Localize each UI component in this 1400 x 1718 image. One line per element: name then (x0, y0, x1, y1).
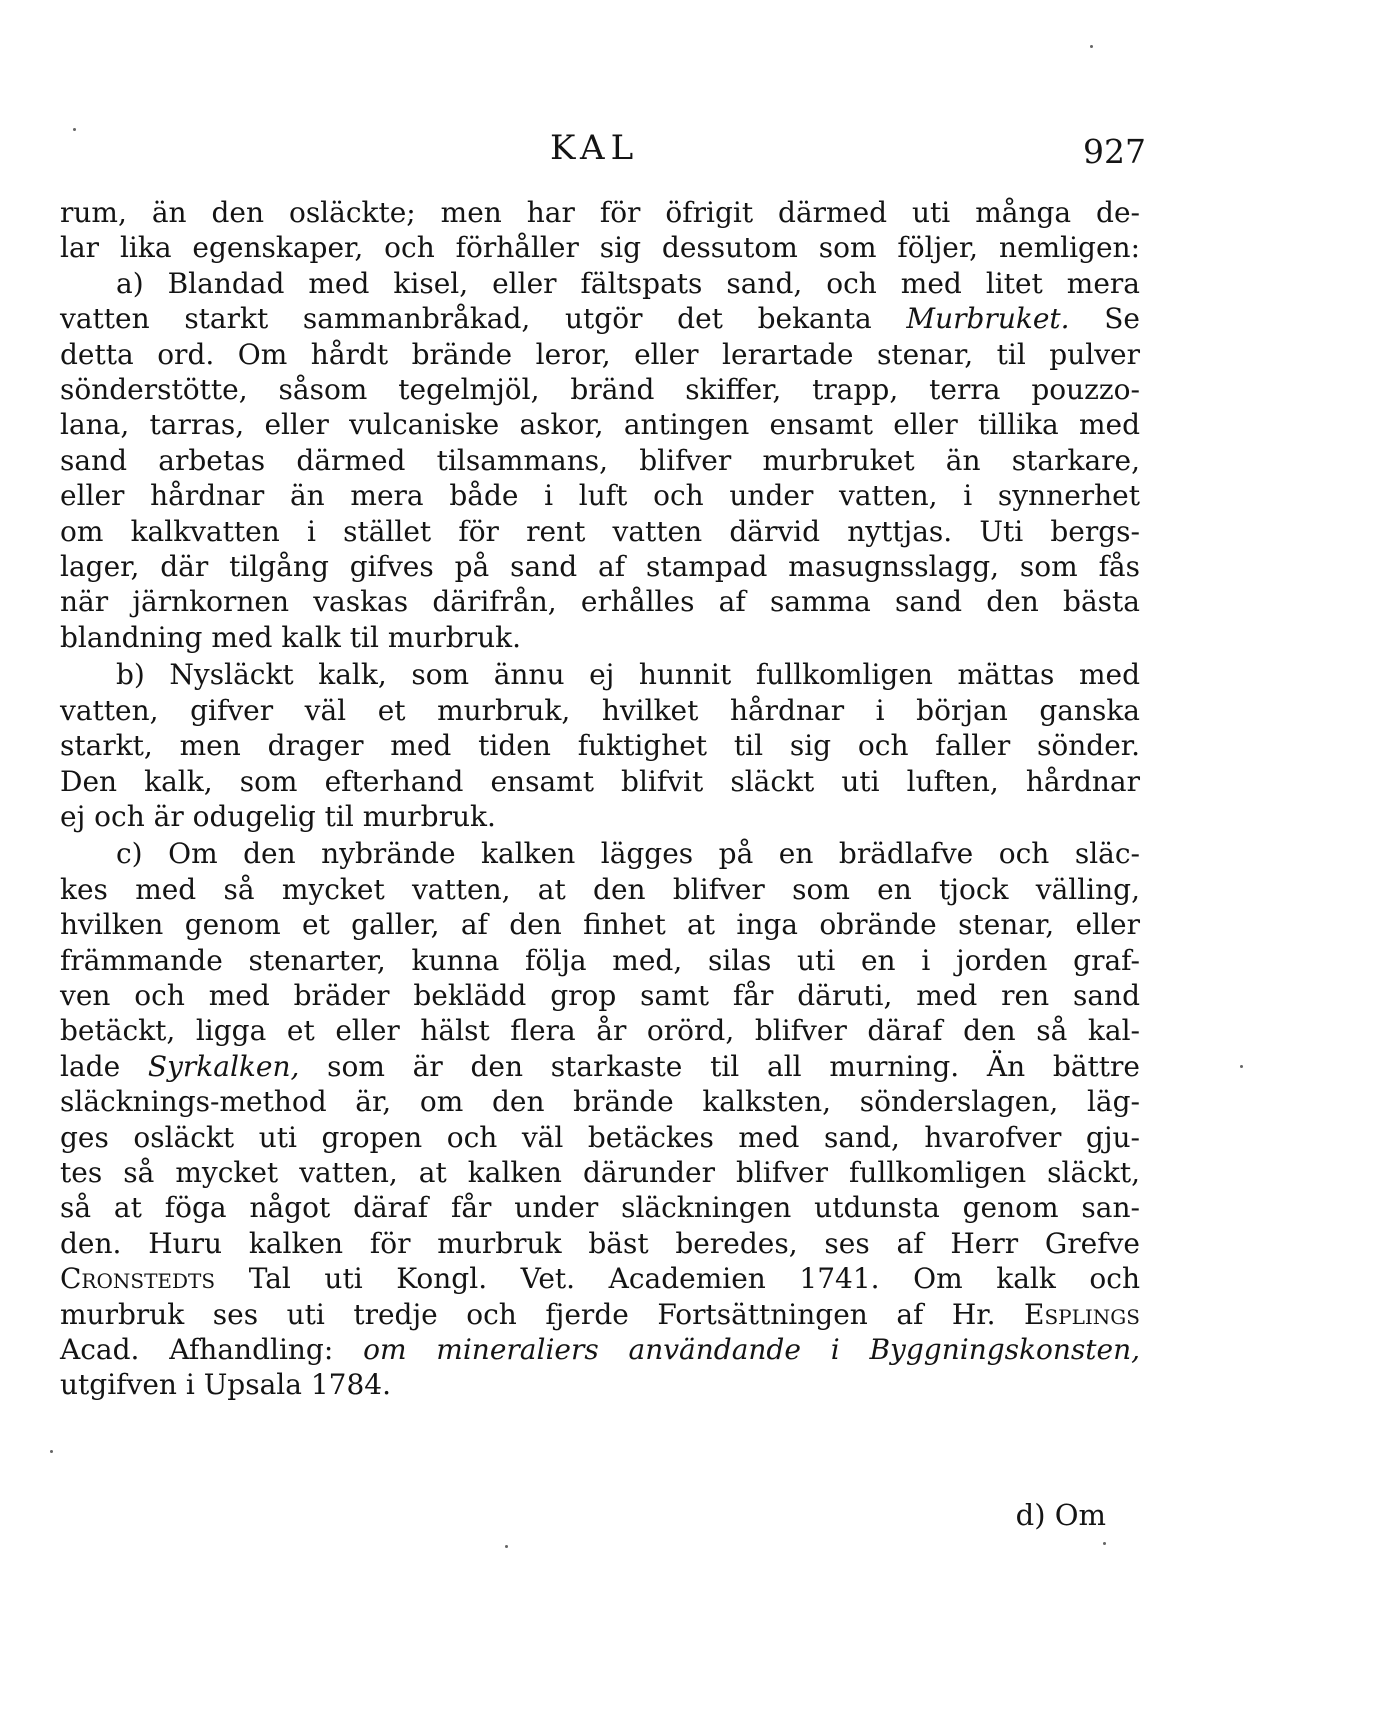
speck (505, 1545, 508, 1548)
text-line: ej och är odugelig til murbruk. (60, 799, 496, 833)
text-line: lar lika egenskaper, och förhåller sig dessutom som följer, nemligen: (60, 231, 1140, 265)
speck (1090, 45, 1093, 48)
text-line: utgifven i Upsala 1784. (60, 1368, 391, 1402)
speck (73, 128, 76, 131)
speck (50, 1450, 53, 1453)
text-line (60, 1261, 1140, 1296)
text-line: lana, tarras, eller vulcaniske askor, antingen ensamt eller tillika med (60, 408, 1140, 442)
running-header (60, 128, 1146, 178)
text-line: b) Nysläckt kalk, som ännu ej hunnit fullkomligen mättas med (116, 658, 1140, 692)
text-line (60, 1297, 1140, 1332)
text-line: eller hårdnar än mera både i luft och under vatten, i synnerhet (60, 479, 1140, 513)
author-name: Cronstedts (60, 1262, 216, 1296)
text-line: a) Blandad med kisel, eller fältspats sand, och med litet mera (116, 266, 1140, 300)
text-line: sönderstötte, såsom tegelmjöl, bränd skiffer, trapp, terra pouzzo- (60, 373, 1140, 407)
text-line: betäckt, ligga et eller hälst flera år orörd, blifver däraf den så kal- (60, 1014, 1140, 1048)
text-line (60, 1049, 1140, 1084)
text-span: vatten starkt sammanbråkad, utgör det bekanta (60, 302, 907, 336)
text-line: kes med så mycket vatten, at den blifver som en tjock välling, (60, 872, 1140, 906)
speck (1103, 1542, 1106, 1545)
text-span: murbruk ses uti tredje och fjerde Fortsättningen af Hr. (60, 1297, 1025, 1331)
text-line: Den kalk, som efterhand ensamt blifvit släckt uti luften, hårdnar (60, 764, 1140, 798)
text-line: släcknings-method är, om den brände kalksten, sönderslagen, läg- (60, 1085, 1140, 1119)
text-line: lager, där tilgång gifves på sand af stampad masugnsslagg, som fås (60, 550, 1140, 584)
text-line: den. Huru kalken för murbruk bäst beredes, ses af Herr Grefve (60, 1226, 1140, 1260)
text-line: så at föga något däraf får under släckningen utdunsta genom san- (60, 1191, 1140, 1225)
text-line: vatten, gifver väl et murbruk, hvilket hårdnar i början ganska (60, 693, 1140, 727)
text-line: detta ord. Om hårdt brände leror, eller lerartade stenar, til pulver (60, 337, 1140, 371)
catchword: d) Om (1015, 1498, 1106, 1532)
text-line: främmande stenarter, kunna följa med, silas uti en i jorden graf- (60, 943, 1140, 977)
text-line: rum, än den osläckte; men har för öfrigit därmed uti många de- (60, 196, 1140, 229)
text-line: blandning med kalk til murbruk. (60, 620, 522, 654)
text-line: c) Om den nybrände kalken lägges på en brädlafve och släc- (116, 837, 1140, 871)
text-line: starkt, men drager med tiden fuktighet til sig och faller sönder. (60, 729, 1140, 763)
italic-title: om mineraliers användande i Byggningskonsten, (363, 1333, 1141, 1366)
text-line: hvilken genom et galler, af den finhet at inga obrände stenar, eller (60, 908, 1140, 942)
speck (1240, 1065, 1243, 1068)
text-span: Tal uti Kongl. Vet. Academien 1741. Om kalk och (215, 1262, 1140, 1296)
header-title: KAL (550, 128, 640, 168)
text-line: ges osläckt uti gropen och väl betäckes med sand, hvarofver gju- (60, 1120, 1140, 1154)
text-line (60, 301, 1140, 336)
text-line: om kalkvatten i stället för rent vatten därvid nyttjas. Uti bergs- (60, 514, 1140, 548)
text-span: Acad. Afhandling: (60, 1333, 364, 1366)
text-line: tes så mycket vatten, at kalken därunder blifver fullkomligen släckt, (60, 1155, 1140, 1189)
text-span: lade (60, 1049, 148, 1083)
italic-term: Murbruket. (906, 302, 1070, 336)
text-line: när järnkornen vaskas därifrån, erhålles af samma sand den bästa (60, 585, 1140, 619)
text-line: sand arbetas därmed tilsammans, blifver murbruket än starkare, (60, 443, 1140, 477)
page-number: 927 (1083, 132, 1146, 171)
author-name: Esplings (1024, 1297, 1140, 1331)
text-span: Se (1069, 302, 1140, 336)
text-span: som är den starkaste til all murning. Än bättre (299, 1049, 1141, 1083)
body-text (60, 195, 1140, 1405)
text-line (60, 1332, 1140, 1367)
italic-term: Syrkalken, (147, 1049, 300, 1083)
text-line: ven och med bräder beklädd grop samt får däruti, med ren sand (60, 978, 1140, 1012)
